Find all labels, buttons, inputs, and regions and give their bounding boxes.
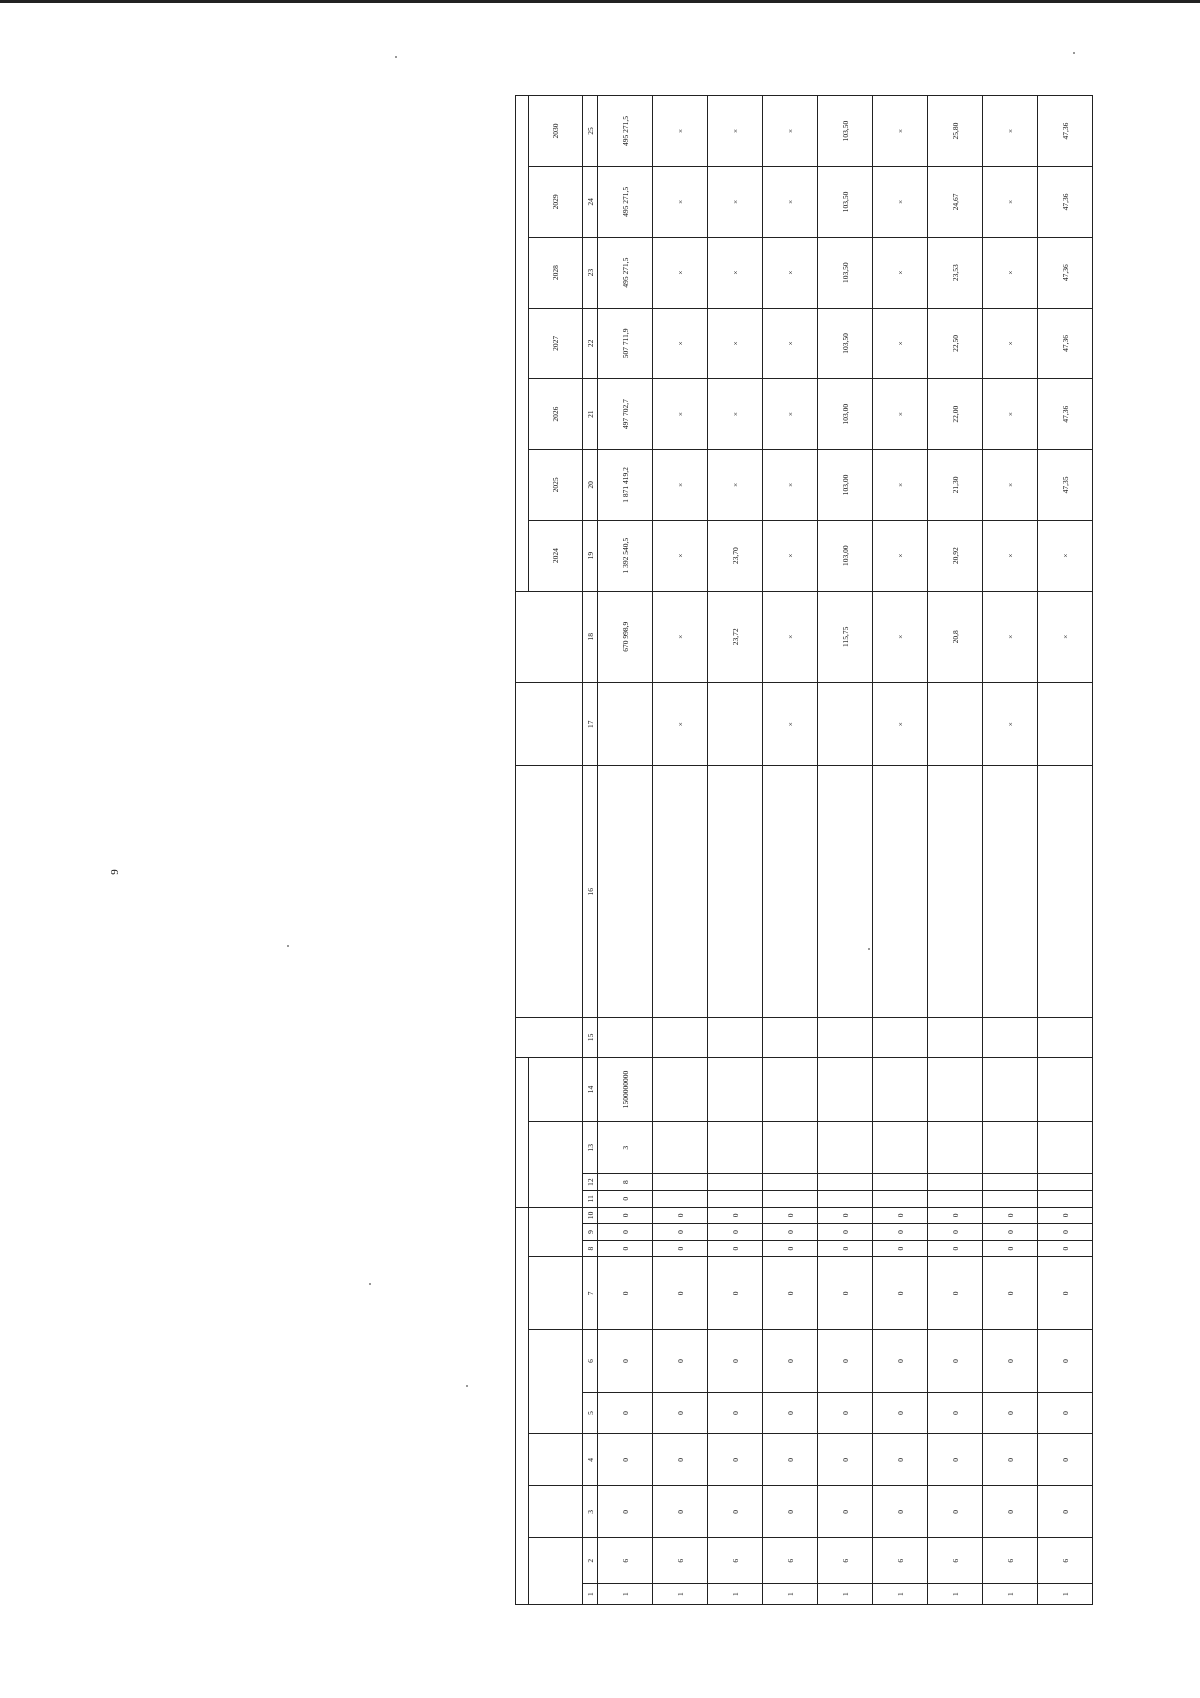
- row-name-cell: [983, 766, 1038, 1018]
- table-cell: 0: [928, 1207, 983, 1224]
- row-name-cell: [928, 766, 983, 1018]
- table-cell: [983, 1018, 1038, 1058]
- table-cell: [928, 1122, 983, 1174]
- table-cell: 0: [928, 1240, 983, 1257]
- table-cell: 0: [763, 1392, 818, 1434]
- table-cell: [983, 1057, 1038, 1122]
- hdr-unit: [516, 683, 583, 766]
- table-cell: 6: [928, 1538, 983, 1584]
- table-cell: [928, 1018, 983, 1058]
- table-cell: [708, 1190, 763, 1207]
- table-cell: [928, 683, 983, 766]
- hdr-gp: [529, 1538, 583, 1605]
- table-cell: [873, 1057, 928, 1122]
- table-cell: [818, 1018, 873, 1058]
- table-cell: 0: [598, 1257, 653, 1330]
- year-value-cell: 507 711,9: [598, 308, 653, 379]
- column-number: 10: [583, 1207, 598, 1224]
- table-cell: [598, 1018, 653, 1058]
- year-value-cell: 20,92: [928, 520, 983, 591]
- year-value-cell: ×: [708, 96, 763, 167]
- table-cell: 0: [708, 1330, 763, 1392]
- year-value-cell: 103,00: [818, 379, 873, 450]
- column-number: 12: [583, 1174, 598, 1191]
- column-number: 25: [583, 96, 598, 167]
- table-cell: 0: [818, 1224, 873, 1241]
- table-cell: 0: [763, 1240, 818, 1257]
- table-cell: [598, 683, 653, 766]
- hdr-fin-year: [516, 591, 583, 683]
- table-row: [763, 96, 818, 1605]
- table-cell: [873, 1190, 928, 1207]
- year-value-cell: ×: [653, 237, 708, 308]
- table-cell: 0: [653, 1224, 708, 1241]
- year-value-cell: ×: [873, 379, 928, 450]
- table-cell: 0: [763, 1434, 818, 1486]
- scan-speck: [395, 56, 397, 58]
- table-cell: 0: [873, 1240, 928, 1257]
- table-cell: ×: [653, 591, 708, 683]
- year-value-cell: 47,36: [1038, 237, 1093, 308]
- column-number: 20: [583, 450, 598, 521]
- table-cell: 0: [708, 1486, 763, 1538]
- program-table-wrapper: [515, 95, 1093, 1605]
- table-row: [873, 96, 928, 1605]
- scan-speck: [369, 1283, 371, 1285]
- table-cell: [763, 1190, 818, 1207]
- table-cell: 0: [653, 1392, 708, 1434]
- column-number: 2: [583, 1538, 598, 1584]
- program-table: [515, 95, 1093, 1605]
- table-cell: 1500000000: [598, 1057, 653, 1122]
- year-value-cell: ×: [983, 450, 1038, 521]
- table-cell: 0: [928, 1392, 983, 1434]
- table-row: [818, 96, 873, 1605]
- column-number: 3: [583, 1486, 598, 1538]
- column-number: 9: [583, 1224, 598, 1241]
- table-cell: [818, 1174, 873, 1191]
- table-cell: [818, 1190, 873, 1207]
- table-cell: 0: [708, 1434, 763, 1486]
- table-cell: 0: [763, 1257, 818, 1330]
- table-cell: 0: [983, 1240, 1038, 1257]
- table-cell: 115,75: [818, 591, 873, 683]
- table-cell: ×: [653, 683, 708, 766]
- table-cell: 0: [873, 1224, 928, 1241]
- table-cell: 0: [818, 1434, 873, 1486]
- table-cell: 0: [598, 1224, 653, 1241]
- hdr-aip: [516, 1018, 583, 1058]
- year-value-cell: ×: [983, 96, 1038, 167]
- table-cell: 0: [763, 1330, 818, 1392]
- table-cell: 0: [818, 1257, 873, 1330]
- hdr-expense-direction: [529, 1057, 583, 1122]
- table-cell: 0: [708, 1224, 763, 1241]
- hdr-direction: [529, 1486, 583, 1538]
- column-number: 11: [583, 1190, 598, 1207]
- table-cell: 0: [598, 1434, 653, 1486]
- table-row: [983, 96, 1038, 1605]
- table-cell: 0: [708, 1257, 763, 1330]
- year-value-cell: ×: [983, 520, 1038, 591]
- table-cell: 0: [818, 1207, 873, 1224]
- table-cell: 0: [653, 1257, 708, 1330]
- year-value-cell: 47,35: [1038, 450, 1093, 521]
- table-cell: [763, 1122, 818, 1174]
- table-cell: [983, 1174, 1038, 1191]
- table-cell: [928, 1174, 983, 1191]
- table-cell: 0: [983, 1257, 1038, 1330]
- hdr-year: 2025: [529, 450, 583, 521]
- table-cell: 0: [1038, 1257, 1093, 1330]
- table-cell: [873, 1174, 928, 1191]
- table-cell: 0: [873, 1434, 928, 1486]
- table-cell: [1038, 1057, 1093, 1122]
- table-cell: 0: [653, 1434, 708, 1486]
- table-cell: 20,8: [928, 591, 983, 683]
- table-cell: 1: [598, 1584, 653, 1605]
- row-name-cell: [598, 766, 653, 1018]
- year-value-cell: ×: [763, 379, 818, 450]
- hdr-year: 2024: [529, 520, 583, 591]
- column-number: 15: [583, 1018, 598, 1058]
- table-cell: 1: [873, 1584, 928, 1605]
- hdr-year: 2026: [529, 379, 583, 450]
- year-value-cell: ×: [653, 167, 708, 238]
- table-cell: 0: [653, 1486, 708, 1538]
- table-cell: 0: [653, 1330, 708, 1392]
- year-value-cell: ×: [873, 167, 928, 238]
- table-cell: 6: [598, 1538, 653, 1584]
- year-value-cell: 495 271,5: [598, 237, 653, 308]
- year-value-cell: ×: [763, 237, 818, 308]
- column-number: 13: [583, 1122, 598, 1174]
- table-cell: 6: [653, 1538, 708, 1584]
- year-value-cell: 103,50: [818, 167, 873, 238]
- hdr-additional-code: [516, 1207, 529, 1604]
- column-number: 1: [583, 1584, 598, 1605]
- table-cell: 0: [983, 1486, 1038, 1538]
- table-cell: [1038, 683, 1093, 766]
- row-name-cell: [818, 766, 873, 1018]
- table-cell: 0: [1038, 1207, 1093, 1224]
- year-value-cell: ×: [653, 308, 708, 379]
- table-cell: 0: [928, 1330, 983, 1392]
- year-value-cell: 24,67: [928, 167, 983, 238]
- table-cell: [1038, 1018, 1093, 1058]
- table-cell: [653, 1018, 708, 1058]
- year-value-cell: ×: [983, 379, 1038, 450]
- table-cell: 0: [873, 1486, 928, 1538]
- table-cell: ×: [873, 683, 928, 766]
- column-number: 23: [583, 237, 598, 308]
- table-cell: 0: [1038, 1434, 1093, 1486]
- table-cell: [1038, 1174, 1093, 1191]
- row-name-cell: [653, 766, 708, 1018]
- table-cell: 0: [873, 1207, 928, 1224]
- table-cell: [818, 1057, 873, 1122]
- hdr-years: [516, 96, 529, 592]
- table-cell: 0: [928, 1486, 983, 1538]
- year-value-cell: 103,00: [818, 450, 873, 521]
- year-value-cell: 23,53: [928, 237, 983, 308]
- table-cell: 6: [1038, 1538, 1093, 1584]
- year-value-cell: 495 271,5: [598, 167, 653, 238]
- table-cell: 0: [598, 1392, 653, 1434]
- year-value-cell: 21,30: [928, 450, 983, 521]
- table-cell: 1: [708, 1584, 763, 1605]
- column-number: 24: [583, 167, 598, 238]
- scan-speck: [466, 1385, 468, 1387]
- table-cell: 0: [1038, 1224, 1093, 1241]
- table-cell: 0: [598, 1486, 653, 1538]
- year-value-cell: ×: [708, 450, 763, 521]
- table-cell: 0: [873, 1330, 928, 1392]
- year-value-cell: 47,36: [1038, 379, 1093, 450]
- table-cell: 0: [1038, 1240, 1093, 1257]
- table-cell: 0: [983, 1392, 1038, 1434]
- table-cell: 0: [598, 1190, 653, 1207]
- hdr-struct-type: [529, 1434, 583, 1486]
- year-value-cell: 497 702,7: [598, 379, 653, 450]
- table-cell: 1: [928, 1584, 983, 1605]
- year-value-cell: 25,80: [928, 96, 983, 167]
- table-row: [1038, 96, 1093, 1605]
- table-cell: [708, 1057, 763, 1122]
- year-value-cell: 103,00: [818, 520, 873, 591]
- table-cell: 0: [983, 1207, 1038, 1224]
- row-name-cell: [708, 766, 763, 1018]
- table-cell: 1: [983, 1584, 1038, 1605]
- hdr-year: 2029: [529, 167, 583, 238]
- year-value-cell: ×: [983, 308, 1038, 379]
- year-value-cell: 47,36: [1038, 167, 1093, 238]
- hdr-event: [529, 1207, 583, 1257]
- hdr-year: 2028: [529, 237, 583, 308]
- table-cell: [763, 1057, 818, 1122]
- table-cell: [928, 1057, 983, 1122]
- table-cell: 0: [928, 1224, 983, 1241]
- hdr-task: [529, 1257, 583, 1330]
- hdr-year: 2030: [529, 96, 583, 167]
- table-cell: [1038, 1190, 1093, 1207]
- table-cell: 0: [818, 1392, 873, 1434]
- table-cell: [818, 1122, 873, 1174]
- table-cell: 0: [873, 1257, 928, 1330]
- year-value-cell: ×: [873, 308, 928, 379]
- table-cell: 1: [818, 1584, 873, 1605]
- table-cell: [708, 1174, 763, 1191]
- table-cell: [708, 683, 763, 766]
- row-name-cell: [873, 766, 928, 1018]
- row-name-cell: [763, 766, 818, 1018]
- column-number: 6: [583, 1330, 598, 1392]
- year-value-cell: 103,50: [818, 237, 873, 308]
- table-cell: 23,72: [708, 591, 763, 683]
- table-cell: 0: [763, 1486, 818, 1538]
- table-cell: [818, 683, 873, 766]
- table-cell: [653, 1190, 708, 1207]
- table-cell: 0: [818, 1330, 873, 1392]
- year-value-cell: 22,00: [928, 379, 983, 450]
- table-cell: [653, 1174, 708, 1191]
- column-number-row: [583, 96, 598, 1605]
- table-cell: 0: [763, 1207, 818, 1224]
- column-number: 22: [583, 308, 598, 379]
- year-value-cell: 47,36: [1038, 308, 1093, 379]
- table-cell: 6: [708, 1538, 763, 1584]
- table-cell: [708, 1018, 763, 1058]
- table-cell: ×: [763, 591, 818, 683]
- table-cell: 0: [983, 1330, 1038, 1392]
- table-cell: 8: [598, 1174, 653, 1191]
- year-value-cell: ×: [873, 450, 928, 521]
- year-value-cell: ×: [763, 308, 818, 379]
- table-cell: 0: [708, 1240, 763, 1257]
- year-value-cell: ×: [763, 450, 818, 521]
- table-cell: [873, 1122, 928, 1174]
- table-cell: 0: [928, 1257, 983, 1330]
- year-value-cell: 23,70: [708, 520, 763, 591]
- table-cell: 3: [598, 1122, 653, 1174]
- table-cell: [763, 1174, 818, 1191]
- column-number: 7: [583, 1257, 598, 1330]
- year-value-cell: ×: [873, 520, 928, 591]
- hdr-struct-element: [529, 1330, 583, 1434]
- year-value-cell: ×: [1038, 520, 1093, 591]
- hdr-year: 2027: [529, 308, 583, 379]
- table-row: [653, 96, 708, 1605]
- table-cell: 6: [873, 1538, 928, 1584]
- year-value-cell: 47,36: [1038, 96, 1093, 167]
- year-value-cell: ×: [653, 520, 708, 591]
- year-value-cell: ×: [983, 237, 1038, 308]
- column-number: 4: [583, 1434, 598, 1486]
- table-cell: ×: [1038, 591, 1093, 683]
- column-number: 17: [583, 683, 598, 766]
- table-cell: 0: [1038, 1392, 1093, 1434]
- year-value-cell: ×: [763, 520, 818, 591]
- table-cell: 0: [818, 1240, 873, 1257]
- year-value-cell: 1 392 540,5: [598, 520, 653, 591]
- column-number: 19: [583, 520, 598, 591]
- table-cell: [708, 1122, 763, 1174]
- table-cell: [928, 1190, 983, 1207]
- column-number: 21: [583, 379, 598, 450]
- column-number: 16: [583, 766, 598, 1018]
- year-value-cell: ×: [653, 96, 708, 167]
- table-cell: 0: [708, 1392, 763, 1434]
- page-number: 9: [108, 869, 121, 875]
- table-cell: 0: [763, 1224, 818, 1241]
- year-value-cell: 22,50: [928, 308, 983, 379]
- year-value-cell: 103,50: [818, 96, 873, 167]
- table-row: [708, 96, 763, 1605]
- table-cell: 0: [1038, 1330, 1093, 1392]
- table-cell: 0: [598, 1330, 653, 1392]
- year-value-cell: ×: [873, 96, 928, 167]
- table-cell: 0: [928, 1434, 983, 1486]
- table-cell: ×: [983, 591, 1038, 683]
- year-value-cell: 495 271,5: [598, 96, 653, 167]
- table-cell: 0: [598, 1240, 653, 1257]
- column-number: 8: [583, 1240, 598, 1257]
- year-value-cell: ×: [763, 96, 818, 167]
- table-cell: 0: [983, 1224, 1038, 1241]
- table-cell: [653, 1057, 708, 1122]
- table-cell: ×: [983, 683, 1038, 766]
- scan-speck: [1073, 52, 1075, 54]
- table-cell: 0: [653, 1207, 708, 1224]
- table-cell: 0: [873, 1392, 928, 1434]
- scan-top-edge: [0, 0, 1200, 3]
- table-cell: 1: [763, 1584, 818, 1605]
- table-cell: ×: [763, 683, 818, 766]
- table-cell: [763, 1018, 818, 1058]
- table-cell: 0: [653, 1240, 708, 1257]
- table-cell: 0: [598, 1207, 653, 1224]
- year-value-cell: ×: [873, 237, 928, 308]
- table-cell: [653, 1122, 708, 1174]
- column-number: 5: [583, 1392, 598, 1434]
- table-cell: 1: [1038, 1584, 1093, 1605]
- table-cell: 0: [708, 1207, 763, 1224]
- table-cell: 0: [983, 1434, 1038, 1486]
- column-number: 18: [583, 591, 598, 683]
- table-cell: 670 998,9: [598, 591, 653, 683]
- table-cell: [873, 1018, 928, 1058]
- year-value-cell: ×: [708, 237, 763, 308]
- table-cell: 6: [983, 1538, 1038, 1584]
- table-cell: 6: [818, 1538, 873, 1584]
- table-cell: [1038, 1122, 1093, 1174]
- year-value-cell: ×: [653, 379, 708, 450]
- table-cell: [983, 1122, 1038, 1174]
- table-cell: 6: [763, 1538, 818, 1584]
- year-value-cell: ×: [708, 379, 763, 450]
- hdr-name: [516, 766, 583, 1018]
- year-value-cell: 1 871 419,2: [598, 450, 653, 521]
- table-row: [598, 96, 653, 1605]
- table-cell: [983, 1190, 1038, 1207]
- hdr-budget-code: [516, 1057, 529, 1207]
- table-cell: ×: [873, 591, 928, 683]
- year-value-cell: ×: [763, 167, 818, 238]
- year-value-cell: ×: [983, 167, 1038, 238]
- table-cell: 1: [653, 1584, 708, 1605]
- year-value-cell: 103,50: [818, 308, 873, 379]
- year-value-cell: ×: [708, 167, 763, 238]
- row-name-cell: [1038, 766, 1093, 1018]
- column-number: 14: [583, 1057, 598, 1122]
- table-row: [928, 96, 983, 1605]
- table-cell: 0: [818, 1486, 873, 1538]
- year-value-cell: ×: [653, 450, 708, 521]
- hdr-executor: [529, 1122, 583, 1207]
- scan-speck: [287, 945, 289, 947]
- table-cell: 0: [1038, 1486, 1093, 1538]
- year-value-cell: ×: [708, 308, 763, 379]
